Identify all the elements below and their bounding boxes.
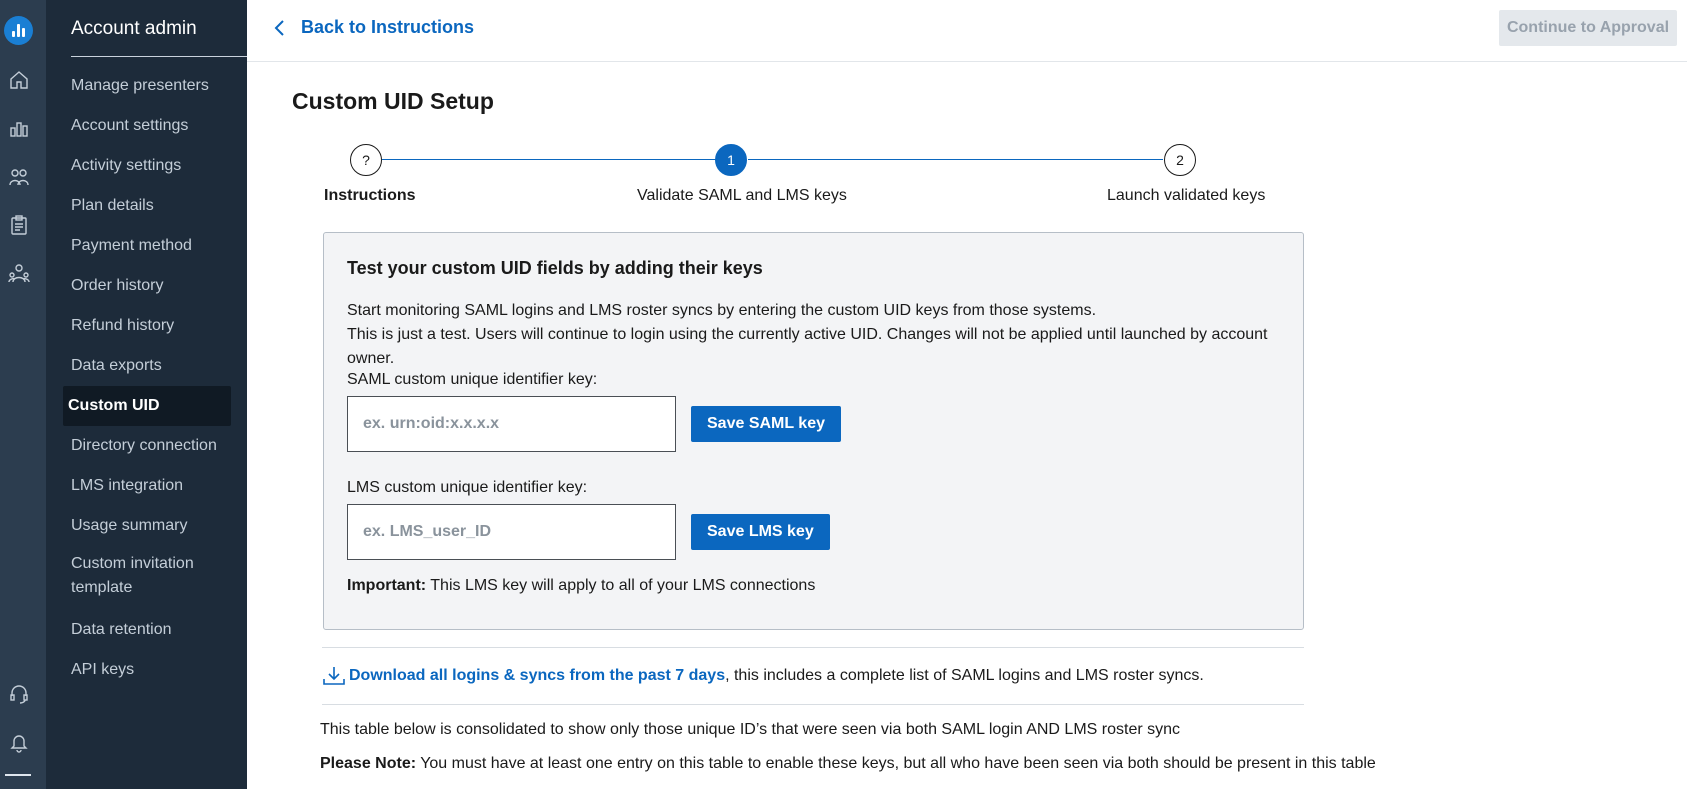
back-link-label: Back to Instructions <box>301 17 475 37</box>
download-logins-syncs-link[interactable]: Download all logins & syncs from the past 7 days <box>349 667 726 684</box>
sidebar-item-custom-uid[interactable]: Custom UID <box>63 386 231 426</box>
please-note-text: You must have at least one entry on this table to enable these keys, but all who have been seen via both should be present in this table <box>416 755 1376 772</box>
lms-key-label: LMS custom unique identifier key: <box>347 479 588 496</box>
icon-rail <box>0 0 46 789</box>
sidebar-title: Account admin <box>71 18 197 39</box>
sidebar-item-api-keys[interactable]: API keys <box>71 661 135 678</box>
sidebar-item-plan-details[interactable]: Plan details <box>71 197 154 214</box>
download-suffix-text: , this includes a complete list of SAML logins and LMS roster syncs. <box>725 667 1204 684</box>
sidebar-item-directory-connection[interactable]: Directory connection <box>71 437 217 454</box>
step-marker-launch: 2 <box>1164 144 1196 176</box>
please-note <box>320 755 1376 773</box>
important-label: Important: <box>347 577 427 594</box>
clipboard-icon[interactable] <box>8 214 30 236</box>
sidebar-divider <box>71 56 276 57</box>
sidebar-item-data-exports[interactable]: Data exports <box>71 357 162 374</box>
sidebar-item-lms-integration[interactable]: LMS integration <box>71 477 184 494</box>
sidebar-item-usage-summary[interactable]: Usage summary <box>71 517 188 534</box>
step-marker-validate: 1 <box>715 144 747 176</box>
table-description: This table below is consolidated to show only those unique ID’s that were seen via both SAML login AND LMS roster sync <box>320 721 1181 738</box>
step-label-instructions[interactable]: Instructions <box>324 187 416 204</box>
people-icon[interactable] <box>8 166 30 188</box>
saml-key-label: SAML custom unique identifier key: <box>347 371 598 388</box>
continue-to-approval-button[interactable]: Continue to Approval <box>1499 10 1677 46</box>
home-icon[interactable] <box>8 69 30 91</box>
card-description-line: This is just a test. Users will continue to login using the currently active UID. Changes will not be applied until launched by account owner. <box>347 326 1268 367</box>
please-note-label: Please Note: <box>320 755 417 772</box>
sidebar-item-data-retention[interactable]: Data retention <box>71 621 172 638</box>
lms-key-input[interactable] <box>347 504 676 560</box>
step-connector <box>382 159 716 160</box>
rail-divider <box>5 774 31 776</box>
step-connector <box>748 159 1163 160</box>
save-lms-key-button[interactable]: Save LMS key <box>691 514 830 550</box>
card-description-line: Start monitoring SAML logins and LMS roster syncs by entering the custom UID keys from those systems. <box>347 302 1097 319</box>
sidebar-item-order-history[interactable]: Order history <box>71 277 164 294</box>
sidebar-item-custom-invitation-template[interactable]: Custom invitation template <box>71 555 194 596</box>
download-row <box>322 665 1204 687</box>
bar-chart-icon[interactable] <box>8 117 30 139</box>
sidebar-item-refund-history[interactable]: Refund history <box>71 317 175 334</box>
sidebar-item-activity-settings[interactable]: Activity settings <box>71 157 182 174</box>
step-label-launch: Launch validated keys <box>1107 187 1266 204</box>
page-title: Custom UID Setup <box>292 88 494 114</box>
card-heading: Test your custom UID fields by adding their keys <box>347 258 763 278</box>
headset-icon[interactable] <box>8 683 30 705</box>
sidebar-item-payment-method[interactable]: Payment method <box>71 237 192 254</box>
divider <box>322 647 1304 648</box>
top-bar <box>247 0 1687 62</box>
step-label-validate: Validate SAML and LMS keys <box>637 187 847 204</box>
important-note <box>347 577 815 595</box>
back-to-instructions-link[interactable] <box>271 17 474 38</box>
logo-icon[interactable] <box>4 16 33 45</box>
saml-key-input[interactable] <box>347 396 676 452</box>
step-marker-instructions[interactable]: ? <box>350 144 382 176</box>
chevron-left-icon <box>271 18 289 38</box>
sidebar-item-account-settings[interactable]: Account settings <box>71 117 189 134</box>
important-text: This LMS key will apply to all of your LMS connections <box>426 577 816 594</box>
bell-icon[interactable] <box>8 731 30 753</box>
save-saml-key-button[interactable]: Save SAML key <box>691 406 841 442</box>
divider <box>322 704 1304 705</box>
account-admin-sidebar <box>46 0 247 789</box>
sidebar-item-manage-presenters[interactable]: Manage presenters <box>71 77 209 94</box>
custom-uid-test-card <box>323 232 1304 630</box>
org-icon[interactable] <box>8 262 30 284</box>
download-icon[interactable] <box>322 665 346 687</box>
card-description <box>347 299 1287 371</box>
